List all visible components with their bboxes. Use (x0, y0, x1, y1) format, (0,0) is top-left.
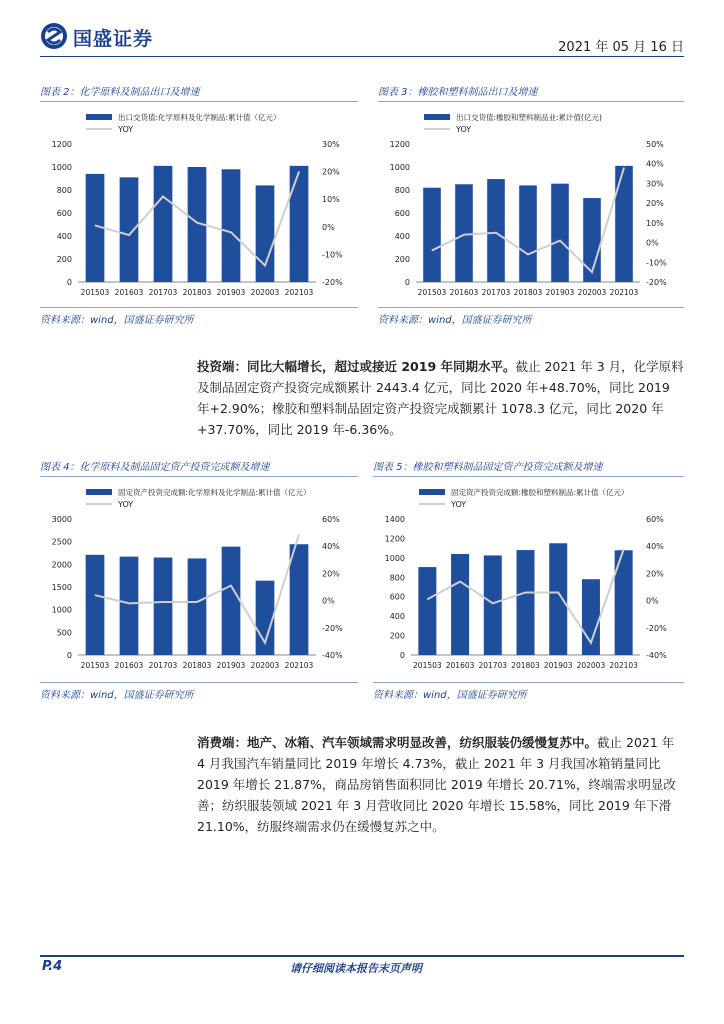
figure-3-bottom-divider (378, 307, 684, 308)
yoy-point-201603 (129, 603, 130, 604)
legend-bar-swatch (419, 489, 445, 495)
figure-3-source: 资料来源：wind，国盛证券研究所 (378, 315, 532, 326)
y-left-tick-label: 500 (56, 628, 72, 638)
figure-2-title: 图表 2：化学原料及制品出口及增速 (40, 87, 200, 98)
bar-201503 (86, 555, 105, 655)
yoy-point-201503 (95, 595, 96, 596)
x-tick-label: 201603 (114, 288, 144, 297)
figure-5-source: 资料来源：wind，国盛证券研究所 (373, 690, 527, 701)
yoy-point-201803 (197, 601, 198, 602)
yoy-point-201803 (525, 592, 526, 593)
header-logo (40, 22, 170, 50)
y-right-tick-label: 60% (646, 515, 664, 524)
yoy-point-201503 (432, 250, 433, 251)
report-date: 2021 年 05 月 16 日 (558, 40, 684, 55)
yoy-point-201603 (129, 235, 130, 236)
yoy-point-201903 (231, 232, 232, 233)
figure-2-source: 资料来源：wind，国盛证券研究所 (40, 315, 194, 326)
x-tick-label: 202103 (284, 288, 314, 297)
figure-5-title: 图表 5：橡胶和塑料制品固定资产投资完成额及增速 (373, 462, 603, 473)
y-right-tick-label: 40% (322, 542, 340, 552)
figure-2-bottom-divider (40, 307, 358, 308)
y-left-tick-label: 0 (404, 278, 410, 287)
y-right-tick-label: 0% (646, 238, 659, 248)
x-tick-label: 202003 (250, 661, 280, 670)
x-tick-label: 202103 (609, 288, 639, 297)
x-tick-label: 201903 (545, 288, 575, 297)
x-tick-label: 201503 (417, 288, 447, 297)
y-left-tick-label: 1000 (384, 553, 405, 563)
y-right-tick-label: 20% (322, 569, 340, 579)
y-left-tick-label: 600 (389, 592, 405, 602)
figure-5-divider (373, 476, 684, 477)
x-tick-label: 202003 (576, 661, 606, 670)
legend-line-label: YOY (118, 500, 134, 509)
y-left-tick-label: 0 (66, 651, 72, 660)
logo-icon (40, 22, 68, 50)
yoy-point-202003 (265, 642, 266, 643)
header-divider (40, 56, 684, 57)
y-right-tick-label: 20% (646, 569, 664, 579)
x-tick-label: 201603 (449, 288, 479, 297)
x-tick-label: 201503 (413, 661, 442, 670)
bar-201903 (551, 184, 569, 282)
y-right-tick-label: -40% (322, 651, 343, 660)
figure-5-bottom-divider (373, 682, 684, 683)
y-left-tick-label: 200 (56, 255, 72, 264)
legend-bar-swatch (424, 114, 450, 120)
bar-201603 (451, 554, 469, 655)
y-right-tick-label: -20% (322, 623, 343, 633)
y-right-tick-label: 0% (646, 596, 659, 606)
y-right-tick-label: -40% (646, 651, 667, 660)
y-left-tick-label: 1200 (389, 140, 410, 149)
legend-line-label: YOY (451, 500, 467, 509)
x-tick-label: 201703 (148, 661, 178, 670)
legend-bar-label: 固定资产投资完成额:橡胶和塑料制品:累计值（亿元） (451, 488, 629, 497)
yoy-point-202103 (299, 534, 300, 535)
y-left-tick-label: 2000 (51, 560, 72, 570)
x-tick-label: 201803 (182, 288, 212, 297)
bar-201503 (423, 188, 441, 282)
y-right-tick-label: -20% (646, 278, 667, 287)
yoy-point-202103 (623, 549, 624, 550)
y-left-tick-label: 1000 (51, 163, 72, 172)
x-tick-label: 201703 (481, 288, 511, 297)
chart-figure-5 (373, 483, 684, 677)
yoy-point-201603 (460, 581, 461, 582)
y-left-tick-label: 1200 (384, 534, 405, 544)
x-tick-label: 201503 (80, 288, 110, 297)
y-right-tick-label: -20% (646, 623, 667, 633)
x-tick-label: 201803 (511, 661, 540, 670)
yoy-point-201803 (528, 254, 529, 255)
y-left-tick-label: 600 (56, 209, 72, 218)
y-left-tick-label: 400 (56, 232, 72, 241)
bar-201803 (517, 550, 535, 655)
y-right-tick-label: 60% (322, 515, 340, 524)
y-left-tick-label: 800 (389, 573, 405, 583)
y-right-tick-label: 30% (646, 179, 664, 189)
x-tick-label: 201903 (543, 661, 573, 670)
consumption-heading: 消费端：地产、冰箱、汽车领域需求明显改善，纺织服装仍缓慢复苏中。 (197, 735, 598, 750)
figure-3-divider (378, 101, 684, 102)
yoy-point-202003 (592, 272, 593, 273)
y-right-tick-label: 50% (646, 140, 664, 149)
consumption-text: 截止 2021 年 4 月我国汽车销量同比 2019 年增长 4.73%，截止 2021 年 3 月我国冰箱销量同比 2019 年增长 21.87%，商品房销售面积同比 2019 年增长 20.71%，终端需求明显改善；纺织服装领域 2021 年 3 月营收同比 2020 年增长 15.58%，同比 2019 年下滑 21.10%，纺服终端需求仍在缓慢复苏之中。 (197, 735, 676, 834)
bar-201703 (487, 179, 505, 282)
figure-4-source: 资料来源：wind，国盛证券研究所 (40, 690, 194, 701)
x-tick-label: 202003 (250, 288, 280, 297)
y-left-tick-label: 0 (399, 651, 405, 660)
y-left-tick-label: 600 (394, 209, 410, 218)
y-left-tick-label: 1000 (389, 163, 410, 172)
yoy-point-201503 (427, 599, 428, 600)
y-right-tick-label: 10% (646, 218, 664, 228)
footer-notice: 请仔细阅读本报告末页声明 (290, 962, 422, 975)
y-right-tick-label: 10% (322, 195, 340, 205)
bar-201703 (484, 555, 502, 655)
x-tick-label: 201603 (445, 661, 475, 670)
y-left-tick-label: 2500 (51, 537, 72, 547)
yoy-point-201703 (163, 196, 164, 197)
y-left-tick-label: 200 (394, 255, 410, 264)
y-left-tick-label: 1400 (384, 515, 405, 524)
x-tick-label: 201803 (182, 661, 212, 670)
yoy-point-201703 (496, 232, 497, 233)
legend-line-label: YOY (118, 125, 134, 134)
bar-201903 (222, 169, 241, 282)
y-right-tick-label: 0% (322, 596, 335, 606)
yoy-point-201903 (558, 592, 559, 593)
figure-4-bottom-divider (40, 682, 358, 683)
y-left-tick-label: 800 (394, 186, 410, 195)
bar-201703 (154, 558, 173, 655)
investment-heading: 投资端：同比大幅增长，超过或接近 2019 年同期水平。 (197, 359, 516, 374)
y-left-tick-label: 1000 (51, 605, 72, 615)
y-right-tick-label: 30% (322, 140, 340, 149)
legend-bar-swatch (86, 114, 112, 120)
bar-201603 (120, 177, 139, 282)
page-number: P.4 (42, 959, 63, 974)
yoy-point-201903 (560, 240, 561, 241)
yoy-point-202103 (624, 167, 625, 168)
legend-bar-label: 出口交货值:橡胶和塑料制品业:累计值(亿元) (456, 113, 602, 122)
y-right-tick-label: -10% (646, 258, 667, 268)
yoy-point-201603 (464, 234, 465, 235)
x-tick-label: 201703 (478, 661, 508, 670)
bar-201803 (188, 558, 207, 655)
y-right-tick-label: 40% (646, 159, 664, 169)
y-left-tick-label: 400 (394, 232, 410, 241)
bar-202103 (615, 166, 633, 282)
y-left-tick-label: 1200 (51, 140, 72, 149)
figure-4-title: 图表 4：化学原料及制品固定资产投资完成额及增速 (40, 462, 270, 473)
figure-3-title: 图表 3：橡胶和塑料制品出口及增速 (378, 87, 538, 98)
bar-202003 (256, 185, 275, 282)
y-left-tick-label: 3000 (51, 515, 72, 524)
figure-2-divider (40, 101, 358, 102)
bar-201603 (455, 184, 473, 282)
logo-text: 国盛证券 (73, 28, 154, 50)
consumption-paragraph (197, 732, 684, 837)
bar-202103 (290, 544, 309, 655)
bar-201703 (154, 166, 173, 282)
x-tick-label: 201803 (513, 288, 543, 297)
investment-text: 截止 2021 年 3 月，化学原料及制品固定资产投资完成额累计 2443.4 亿元，同比 2020 年+48.70%，同比 2019 年+2.90%；橡胶和塑料制品固定资产投资完成额累计 1078.3 亿元，同比 2020 年+37.70%，同比 2019 年-6.36%。 (197, 359, 684, 437)
x-tick-label: 202003 (577, 288, 607, 297)
x-tick-label: 201703 (148, 288, 178, 297)
yoy-point-202003 (590, 642, 591, 643)
bar-201603 (120, 557, 139, 655)
yoy-point-201503 (95, 225, 96, 226)
bar-201903 (222, 547, 241, 655)
y-left-tick-label: 1500 (51, 583, 72, 592)
bar-201803 (519, 185, 537, 282)
bar-201503 (418, 567, 436, 655)
footer-divider (40, 955, 684, 957)
y-right-tick-label: -10% (322, 250, 343, 260)
bar-202103 (290, 166, 309, 282)
legend-bar-label: 固定资产投资完成额:化学原料及化学制品:累计值（亿元） (118, 488, 311, 497)
y-right-tick-label: 20% (646, 199, 664, 209)
yoy-point-202103 (299, 171, 300, 172)
legend-bar-label: 出口交货值:化学原料及化学制品:累计值（亿元） (118, 113, 281, 122)
x-tick-label: 201503 (80, 661, 110, 670)
yoy-point-201803 (197, 222, 198, 223)
x-tick-label: 201603 (114, 661, 144, 670)
x-tick-label: 201903 (216, 661, 246, 670)
y-left-tick-label: 400 (389, 612, 405, 622)
yoy-point-202003 (265, 265, 266, 266)
y-right-tick-label: -20% (322, 278, 343, 287)
legend-bar-swatch (86, 489, 112, 495)
yoy-point-201703 (163, 601, 164, 602)
investment-paragraph (197, 356, 684, 440)
y-left-tick-label: 0 (66, 278, 72, 287)
yoy-point-201703 (492, 603, 493, 604)
y-left-tick-label: 800 (56, 186, 72, 195)
y-right-tick-label: 40% (646, 542, 664, 552)
y-right-tick-label: 0% (322, 222, 335, 232)
chart-figure-2 (40, 108, 360, 304)
chart-figure-4 (40, 483, 360, 677)
figure-4-divider (40, 476, 358, 477)
yoy-point-201903 (231, 585, 232, 586)
x-tick-label: 202103 (284, 661, 314, 670)
x-tick-label: 202103 (609, 661, 638, 670)
x-tick-label: 201903 (216, 288, 246, 297)
bar-201903 (549, 543, 567, 655)
y-left-tick-label: 200 (389, 631, 405, 641)
legend-line-label: YOY (456, 125, 472, 134)
chart-figure-3 (378, 108, 684, 304)
y-right-tick-label: 20% (322, 167, 340, 177)
